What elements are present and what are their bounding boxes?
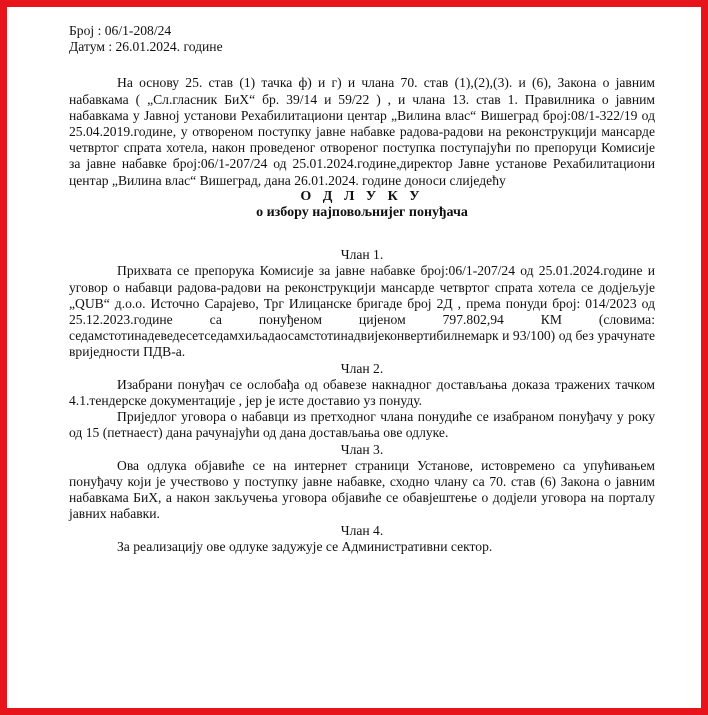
article-paragraph: Изабрани понуђач се ослобађа од обавезе накнадног достављања доказа тражених тачком 4.1.тендерске документације , јер је исте доставио уз понуду.	[69, 376, 655, 409]
decision-subtitle: о избору најповољнијег понуђача	[256, 205, 468, 221]
document-number: Број : 06/1-208/24	[69, 23, 172, 38]
article-2	[69, 361, 655, 442]
document-date: Датум : 26.01.2024. године	[69, 39, 223, 55]
article-4	[69, 523, 655, 555]
article-heading: Члан 1.	[340, 247, 384, 263]
article-1	[69, 247, 655, 360]
article-paragraph: Прихвата се препорука Комисије за јавне набавке број:06/1-207/24 од 25.01.2024.године и уговор о набавци радова-радови на реконструкцији мансарде четвртог спрата хотела се додјељује „QUB“ д.о.о. Источно Сарајево, Трг Илицанске бригаде број 2Д , према понуди број: 014/2023 од 25.12.2023.године са понуђеном цијеном 797.802,94 КМ (словима: седамстотинадеведесетседамхиљадаосамстотинадвијеконвертибилнемарк и 93/100) од без урачунате вриједности ПДВ-а.	[69, 263, 655, 360]
intro-paragraph: На основу 25. став (1) тачка ф) и г) и члана 70. став (1),(2),(3). и (6), Закона о јавним набавкама ( „Сл.гласник БиХ“ бр. 39/14 и 59/22 ) , и члана 13. став 1. Правилника о јавним набавкама у Јавној установи Рехабилитациони центар „Вилина влас“ Вишеград број:08/1-322/19 од 25.04.2019.године, у отвореном поступку јавне набавке радова-радови на реконструкцији мансарде четвртог спрата хотела, након проведеног отвореног поступка поступајући по препоруци Комисије за јавне набавке број:06/1-207/24 од 25.01.2024.године,директор Јавне установе Рехабилитациони центар „Вилина влас“ Вишеград, дана 26.01.2024. године доноси слиједећу	[69, 75, 655, 188]
article-heading: Члан 3.	[340, 441, 384, 457]
article-paragraph: Ова одлука објавиће се на интернет страници Установе, истовремено са упућивањем понуђачу који је учествово у поступку јавне набавке, сходно члану са 70. став (6) Закона о јавним набавкама БиХ, а након закључења уговора објавиће се обавјештење о додјели уговора на порталу јавних набавки.	[69, 457, 655, 522]
article-heading: Члан 4.	[340, 522, 384, 538]
article-paragraph: Приједлог уговора о набавци из претходног члана понудиће се изабраном понуђачу у року од 15 (петнаест) дана рачунајући од дана достављања ове одлуке.	[69, 409, 655, 441]
decision-document	[69, 23, 655, 555]
decision-title: О Д Л У К У	[300, 188, 424, 204]
article-heading: Члан 2.	[340, 360, 384, 376]
article-paragraph: За реализацију ове одлуке задужује се Административни сектор.	[117, 538, 493, 554]
article-3	[69, 442, 655, 523]
